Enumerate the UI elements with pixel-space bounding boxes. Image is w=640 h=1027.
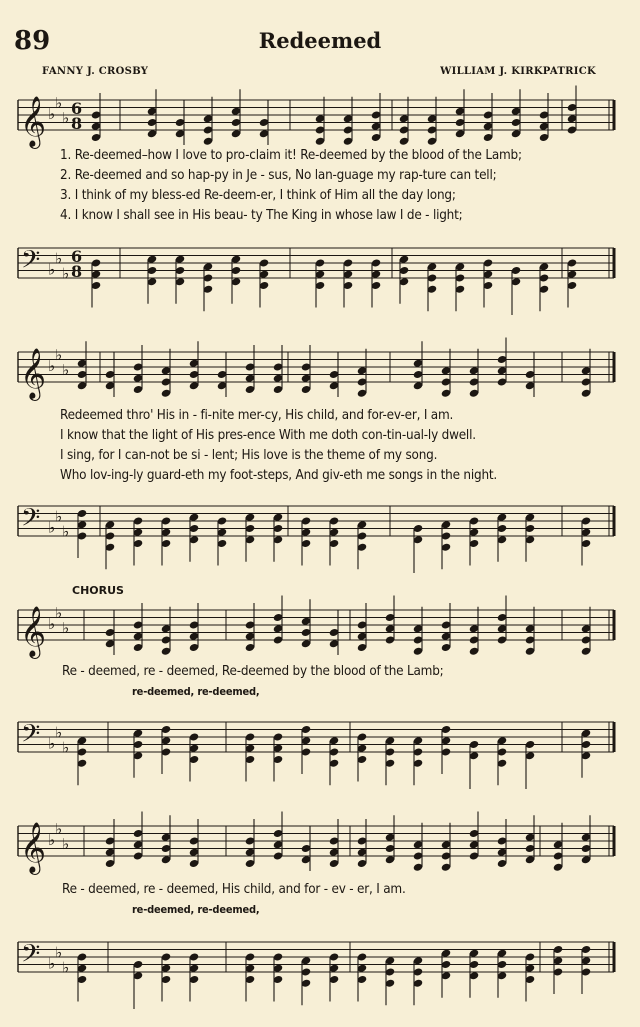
system-2-treble-staff [0,340,640,400]
svg-text:♭: ♭ [62,360,70,379]
svg-text:♭: ♭ [62,958,70,977]
svg-text:♭: ♭ [55,819,63,838]
svg-text:♭: ♭ [48,105,56,123]
chorus-label: CHORUS [72,584,124,597]
svg-text:𝄞: 𝄞 [20,606,47,657]
svg-text:𝄢: 𝄢 [21,245,41,281]
verse-1-line-1: 1. Re-deemed–how I love to pro-claim it! Re-deemed by the blood of the Lamb; [60,148,522,163]
verse-1-line-2: Redeemed thro' His in - fi-nite mer-cy, His child, and for-ev-er, I am. [60,408,454,423]
svg-text:𝄞: 𝄞 [20,96,47,147]
system-2-bass-staff [0,494,640,554]
svg-text:♭: ♭ [48,615,56,633]
svg-text:𝄞: 𝄞 [20,348,47,399]
svg-text:♭: ♭ [62,108,70,127]
svg-text:♭: ♭ [55,249,63,268]
svg-text:8: 8 [71,114,83,133]
svg-text:♭: ♭ [62,618,70,637]
svg-text:♭: ♭ [55,345,63,364]
svg-text:♭: ♭ [48,954,56,973]
system-1-treble-staff [0,88,640,148]
verse-3-line-2: I sing, for I can-not be si - lent; His love is the theme of my song. [60,448,438,463]
svg-text:𝄢: 𝄢 [21,503,41,539]
svg-text:𝄢: 𝄢 [21,719,41,755]
svg-text:♭: ♭ [48,357,56,375]
verse-2-line-2: I know that the light of His pres-ence With me doth con-tin-ual-ly dwell. [60,428,476,443]
svg-text:♭: ♭ [48,831,56,849]
system-3-bass-staff [0,710,640,770]
svg-text:♭: ♭ [55,723,63,742]
hymn-number: 89 [14,26,51,56]
svg-text:𝄢: 𝄢 [21,939,41,975]
verse-2-line-1: 2. Re-deemed and so hap-py in Je - sus, No lan-guage my rap-ture can tell; [60,168,497,183]
verse-4-line-2: Who lov-ing-ly guard-eth my foot-steps, And giv-eth me songs in the night. [60,468,498,483]
system-4-bass-staff [0,930,640,990]
system-1-bass-staff [0,236,640,296]
chorus-line-1: Re - deemed, re - deemed, Re-deemed by the blood of the Lamb; [62,664,444,679]
svg-text:6: 6 [71,247,83,266]
svg-text:♭: ♭ [62,264,70,283]
composer-credit: WILLIAM J. KIRKPATRICK [440,66,596,77]
chorus-line-2: Re - deemed, re - deemed, His child, and for - ev - er, I am. [62,882,406,897]
verse-3-line-1: 3. I think of my bless-ed Re-deem-er, I think of Him all the day long; [60,188,456,203]
svg-text:8: 8 [71,262,83,281]
chorus-line-2-echo: re-deemed, re-deemed, [132,903,260,916]
verse-4-line-1: 4. I know I shall see in His beau- ty The King in whose law I de - light; [60,208,463,223]
svg-text:♭: ♭ [55,603,63,622]
system-3-treble-staff [0,598,640,658]
svg-text:♭: ♭ [55,93,63,112]
svg-text:♭: ♭ [48,734,56,753]
hymn-title: Redeemed [258,28,382,53]
chorus-line-1-echo: re-deemed, re-deemed, [132,685,260,698]
system-4-treble-staff [0,814,640,874]
svg-text:♭: ♭ [62,738,70,757]
svg-text:6: 6 [71,99,83,118]
svg-text:♭: ♭ [55,507,63,526]
svg-text:𝄞: 𝄞 [20,822,47,873]
svg-text:♭: ♭ [62,522,70,541]
svg-text:♭: ♭ [62,834,70,853]
svg-text:♭: ♭ [48,518,56,537]
author-credit: FANNY J. CROSBY [42,66,149,77]
svg-text:♭: ♭ [48,260,56,279]
svg-text:♭: ♭ [55,943,63,962]
